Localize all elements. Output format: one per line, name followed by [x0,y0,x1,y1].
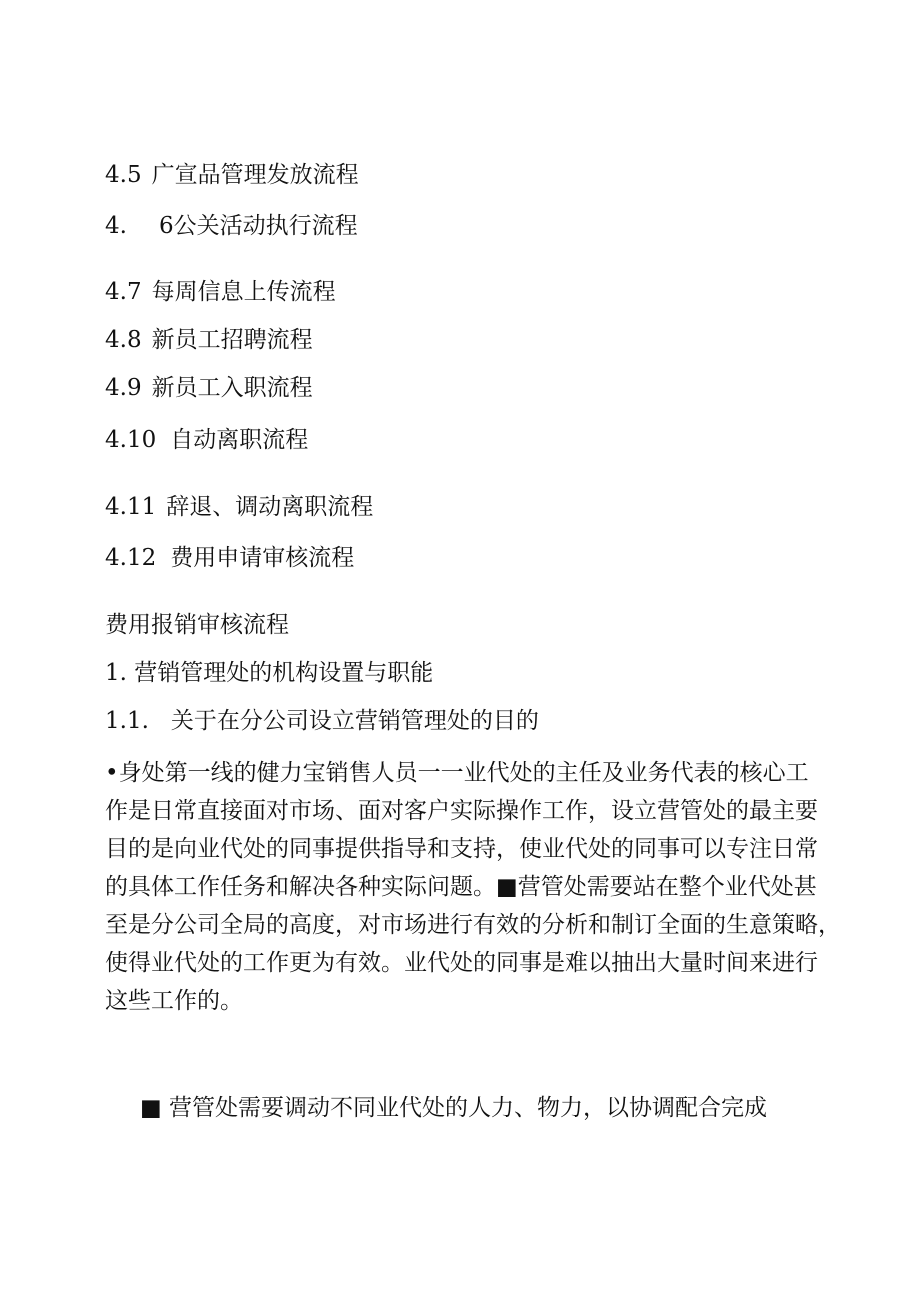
section-1-1-heading: 1.1. 关于在分公司设立营销管理处的目的 [105,708,539,734]
toc-number: 4.5 [105,162,142,188]
toc-text: 新员工招聘流程 [151,327,313,353]
toc-text: 辞退、调动离职流程 [166,494,374,520]
paragraph-line: •身处第一线的健力宝销售人员一一业代处的主任及业务代表的核心工 [105,760,809,786]
toc-number: 4.10 [105,427,157,453]
heading-expense-reimbursement: 费用报销审核流程 [105,612,289,638]
toc-item-4-5 [105,161,359,189]
toc-number: 4.8 [105,327,142,353]
paragraph-line: 至是分公司全局的高度，对市场进行有效的分析和制订全面的生意策略， [105,912,841,938]
toc-number: 4.9 [105,375,142,401]
toc-number: 4.12 [105,545,157,571]
toc-item-4-8 [105,326,313,354]
toc-text: 新员工入职流程 [151,375,313,401]
paragraph-line: 使得业代处的工作更为有效。业代处的同事是难以抽出大量时间来进行 [105,950,818,976]
toc-item-4-6 [105,212,358,240]
toc-item-4-11 [105,493,373,521]
paragraph-line: 目的是向业代处的同事提供指导和支持，使业代处的同事可以专注日常 [105,836,818,862]
paragraph-line: 的具体工作任务和解决各种实际问题。■营管处需要站在整个业代处甚 [105,874,817,900]
toc-item-4-12 [105,544,354,572]
toc-item-4-10 [105,426,308,454]
toc-number: 4.7 [105,279,142,305]
section-1-heading: 1. 营销管理处的机构设置与职能 [105,660,434,686]
toc-text: 费用申请审核流程 [170,545,355,571]
toc-text: 自动离职流程 [170,427,309,453]
closing-line: ■ 营管处需要调动不同业代处的人力、物力，以协调配合完成 [140,1095,768,1121]
paragraph-line: 作是日常直接面对市场、面对客户实际操作工作，设立营管处的最主要 [105,798,818,824]
toc-text: 广宣品管理发放流程 [151,162,359,188]
toc-number: 4. [105,213,127,239]
toc-item-4-7 [105,278,336,306]
body-paragraph [105,754,841,1020]
toc-item-4-9 [105,374,313,402]
toc-text: 6公关活动执行流程 [158,213,358,239]
paragraph-line: 这些工作的。 [105,988,243,1014]
toc-number: 4.11 [105,494,157,520]
toc-text: 每周信息上传流程 [151,279,336,305]
